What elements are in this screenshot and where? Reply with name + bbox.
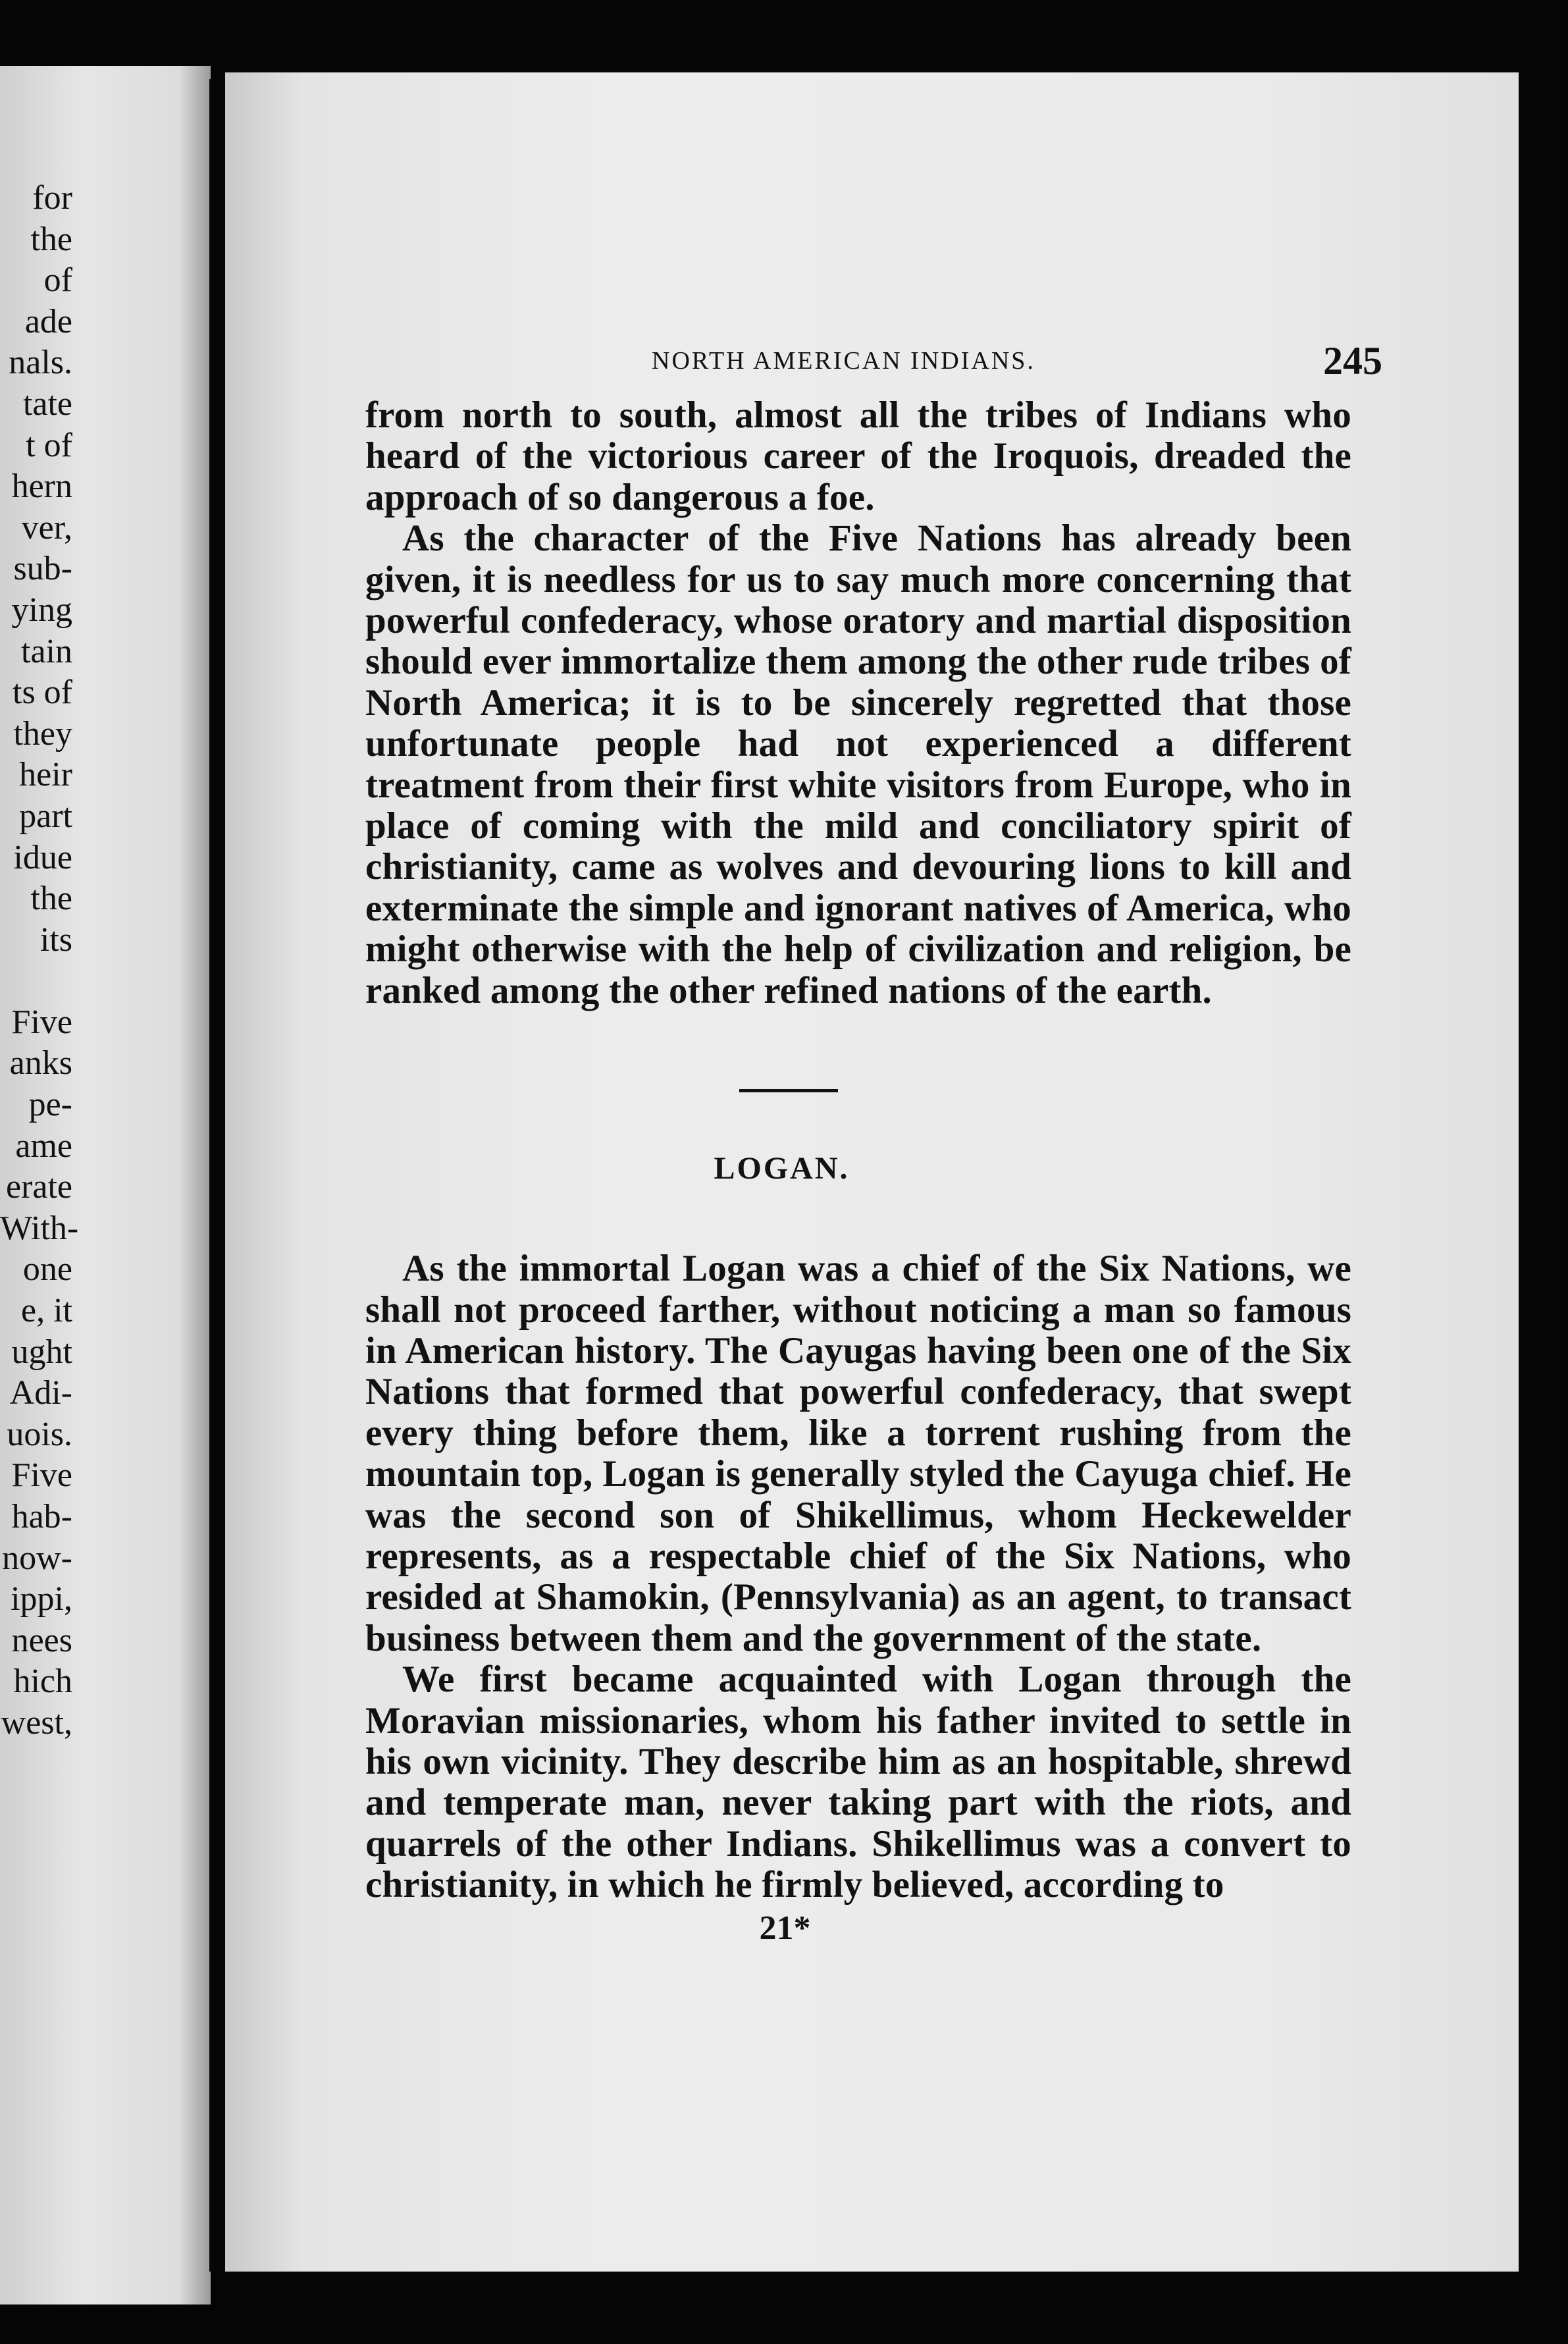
previous-page-line: t of: [26, 426, 72, 464]
previous-page-line: part: [19, 797, 72, 835]
previous-page-line: ught: [11, 1333, 72, 1371]
previous-page-line: sub-: [13, 550, 72, 588]
previous-page-line: its: [39, 920, 72, 959]
previous-page-line: Five: [11, 1456, 72, 1495]
previous-page-line: ying: [11, 591, 72, 629]
previous-page-line: Adi-: [9, 1374, 72, 1412]
previous-page-line: now-: [2, 1539, 72, 1577]
running-header: [365, 339, 1382, 395]
previous-page-line: anks: [9, 1044, 72, 1082]
section-divider: [739, 1089, 838, 1092]
running-title: NORTH AMERICAN INDIANS.: [652, 347, 1035, 375]
previous-page-line: With-: [0, 1209, 79, 1247]
book-gutter: [209, 79, 225, 2272]
previous-page-line: pe-: [28, 1086, 72, 1124]
previous-page-line: ver,: [21, 508, 72, 546]
previous-page-line: ame: [15, 1127, 72, 1165]
previous-page-line: idue: [13, 838, 72, 876]
previous-page-line: hich: [13, 1663, 72, 1701]
page-number: 245: [1323, 339, 1382, 383]
previous-page: [0, 66, 211, 2304]
page-content: [365, 339, 1382, 1948]
previous-page-line: e, it: [21, 1292, 72, 1330]
previous-page-line: the: [30, 880, 72, 918]
previous-page-line: hab-: [11, 1498, 72, 1535]
previous-page-line: hern: [11, 467, 72, 506]
previous-page-line: heir: [19, 756, 72, 794]
previous-page-line: tain: [21, 632, 72, 670]
previous-page-line: the: [30, 220, 72, 258]
previous-page-line: tate: [22, 385, 72, 423]
previous-page-line: ade: [24, 302, 72, 340]
intro-text: [365, 395, 1351, 1011]
previous-page-line: nees: [11, 1621, 72, 1659]
previous-page-line: ts of: [13, 674, 72, 712]
paragraph: As the immortal Logan was a chief of the Six Nations, we shall not proceed farther, without noticing a man so famous in American history. The Cayugas having been one of the Six Nations that formed that powerful confederacy, that swept every thing before them, like a torrent rushing from the mountain top, Logan is generally styled the Cayuga chief. He was the second son of Shikellimus, whom Heckewelder represents, as a respectable chief of the Six Nations, who resided at Shamokin, (Pennsylvania) as an agent, to transact business between them and the government of the state.: [365, 1248, 1351, 1659]
previous-page-line: uois.: [7, 1415, 72, 1453]
section-text: [365, 1248, 1351, 1906]
previous-page-line: for: [32, 179, 72, 217]
previous-page-line: ippi,: [11, 1580, 72, 1618]
signature-mark: 21*: [759, 1909, 811, 1947]
previous-page-line: they: [13, 714, 72, 753]
previous-page-line: Five: [11, 1003, 72, 1041]
section-title: LOGAN.: [714, 1151, 850, 1186]
previous-page-line: of: [43, 261, 72, 300]
previous-page-line: nals.: [9, 344, 72, 382]
previous-page-line: west,: [1, 1703, 72, 1742]
paragraph: As the character of the Five Nations has already been given, it is needless for us to say much more concerning that powerful confederacy, whose oratory and martial disposition should ever immortalize them among the other rude tribes of North America; it is to be sincerely regretted that those unfortunate people had not experienced a different treatment from their first white visitors from Europe, who in place of coming with the mild and conciliatory spirit of christianity, came as wolves and devouring lions to kill and exterminate the simple and ignorant natives of America, who might otherwise with the help of civilization and religion, be ranked among the other refined nations of the earth.: [365, 518, 1351, 1011]
paragraph: We first became acquainted with Logan through the Moravian missionaries, whom his father invited to settle in his own vicinity. They describe him as an hospitable, shrewd and temperate man, never taking part with the riots, and quarrels of the other Indians. Shikellimus was a convert to christianity, in which he firmly believed, according to: [365, 1659, 1351, 1906]
previous-page-line: [0, 961, 72, 1002]
previous-page-line: erate: [5, 1168, 72, 1206]
paragraph: from north to south, almost all the tribes of Indians who heard of the victorious career of the Iroquois, dreaded the approach of so dangerous a foe.: [365, 394, 1351, 518]
previous-page-line: one: [22, 1250, 72, 1289]
